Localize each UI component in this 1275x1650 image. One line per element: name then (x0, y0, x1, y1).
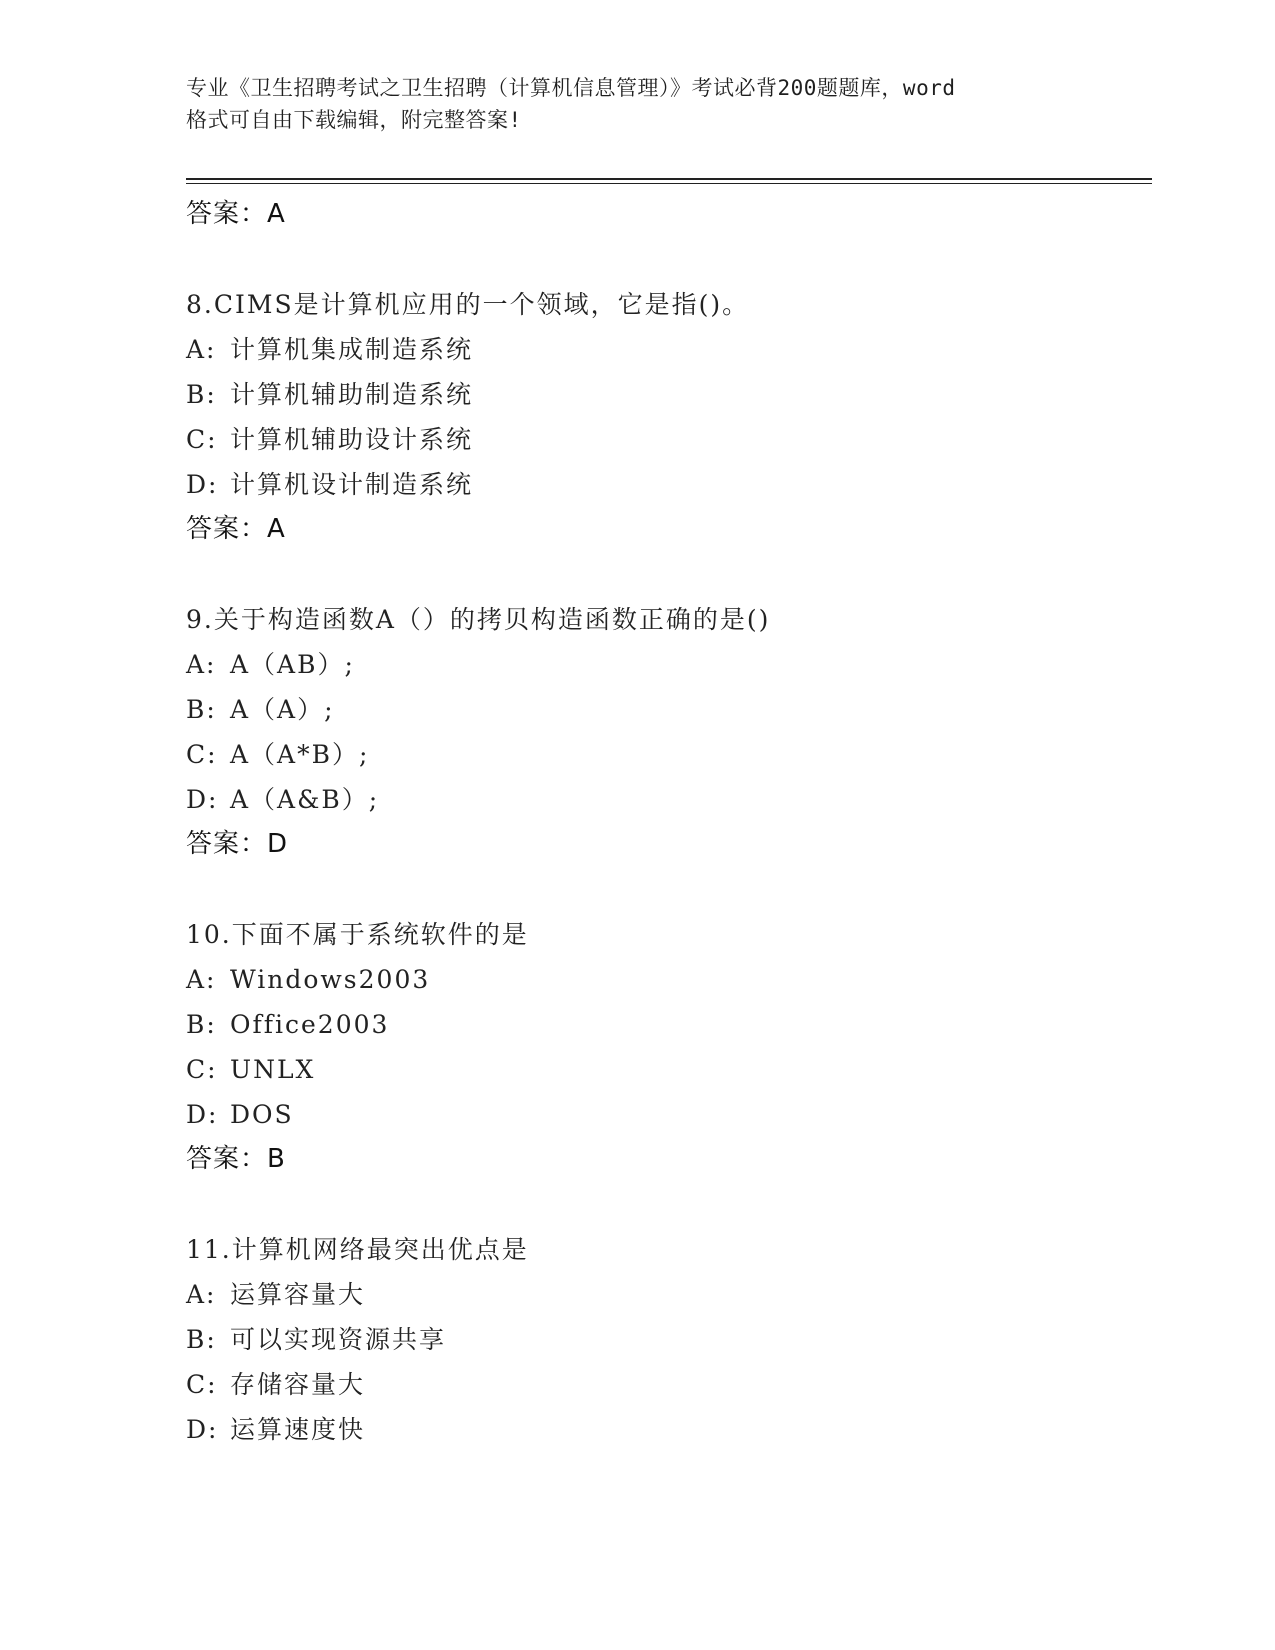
option-a (186, 1272, 1152, 1317)
answer-line: 答案：D (186, 829, 289, 859)
option-a (186, 642, 1152, 687)
option-text: A（A）; (230, 695, 335, 724)
question-10 (186, 912, 1152, 1182)
spacer (186, 552, 1152, 597)
option-c (186, 417, 1152, 462)
question-stem: 10.下面不属于系统软件的是 (186, 920, 529, 949)
option-c (186, 1047, 1152, 1092)
option-text: UNLX (230, 1055, 316, 1084)
option-letter: A: (186, 1280, 217, 1309)
question-stem: 11.计算机网络最突出优点是 (186, 1235, 529, 1264)
option-text: Office2003 (230, 1010, 390, 1039)
option-text: 计算机集成制造系统 (230, 335, 474, 364)
option-c (186, 732, 1152, 777)
header-divider (186, 178, 1152, 184)
option-text: 计算机辅助制造系统 (230, 380, 474, 409)
option-letter: A: (186, 650, 217, 679)
header-line-2: 格式可自由下载编辑，附完整答案! (186, 108, 522, 132)
option-text: 存储容量大 (230, 1370, 366, 1399)
option-letter: D: (186, 470, 219, 499)
option-b (186, 372, 1152, 417)
option-b (186, 1002, 1152, 1047)
option-d (186, 1092, 1152, 1137)
option-b (186, 687, 1152, 732)
option-letter: D: (186, 1415, 219, 1444)
question-8 (186, 282, 1152, 552)
question-11 (186, 1227, 1152, 1452)
option-letter: A: (186, 965, 217, 994)
option-text: 可以实现资源共享 (230, 1325, 447, 1354)
document-header (186, 72, 1086, 136)
option-letter: B: (186, 1325, 217, 1354)
option-text: A（AB）; (230, 650, 355, 679)
option-b (186, 1317, 1152, 1362)
question-stem: 9.关于构造函数A（）的拷贝构造函数正确的是() (186, 605, 771, 634)
option-d (186, 1407, 1152, 1452)
spacer (186, 1182, 1152, 1227)
option-letter: C: (186, 1055, 218, 1084)
option-letter: B: (186, 1010, 217, 1039)
option-text: 运算速度快 (230, 1415, 366, 1444)
option-c (186, 1362, 1152, 1407)
option-text: 运算容量大 (230, 1280, 366, 1309)
option-d (186, 777, 1152, 822)
answer-line: 答案：A (186, 514, 286, 544)
option-letter: D: (186, 1100, 219, 1129)
answer-line: 答案：B (186, 1144, 286, 1174)
option-text: 计算机辅助设计系统 (230, 425, 474, 454)
option-text: Windows2003 (230, 965, 431, 994)
option-d (186, 462, 1152, 507)
option-letter: B: (186, 695, 217, 724)
option-letter: B: (186, 380, 217, 409)
spacer (186, 237, 1152, 282)
option-text: 计算机设计制造系统 (230, 470, 474, 499)
option-a (186, 327, 1152, 372)
option-text: DOS (230, 1100, 294, 1129)
option-letter: D: (186, 785, 219, 814)
option-letter: C: (186, 740, 218, 769)
option-letter: C: (186, 1370, 218, 1399)
previous-answer: 答案：A (186, 199, 286, 229)
question-9 (186, 597, 1152, 867)
option-letter: C: (186, 425, 218, 454)
option-text: A（A&B）; (230, 785, 380, 814)
option-letter: A: (186, 335, 217, 364)
spacer (186, 867, 1152, 912)
header-line-1: 专业《卫生招聘考试之卫生招聘（计算机信息管理）》考试必背200题题库，word (186, 76, 956, 100)
question-stem: 8.CIMS是计算机应用的一个领域，它是指()。 (186, 290, 750, 319)
question-list (186, 192, 1152, 1452)
option-a (186, 957, 1152, 1002)
option-text: A（A*B）; (230, 740, 370, 769)
